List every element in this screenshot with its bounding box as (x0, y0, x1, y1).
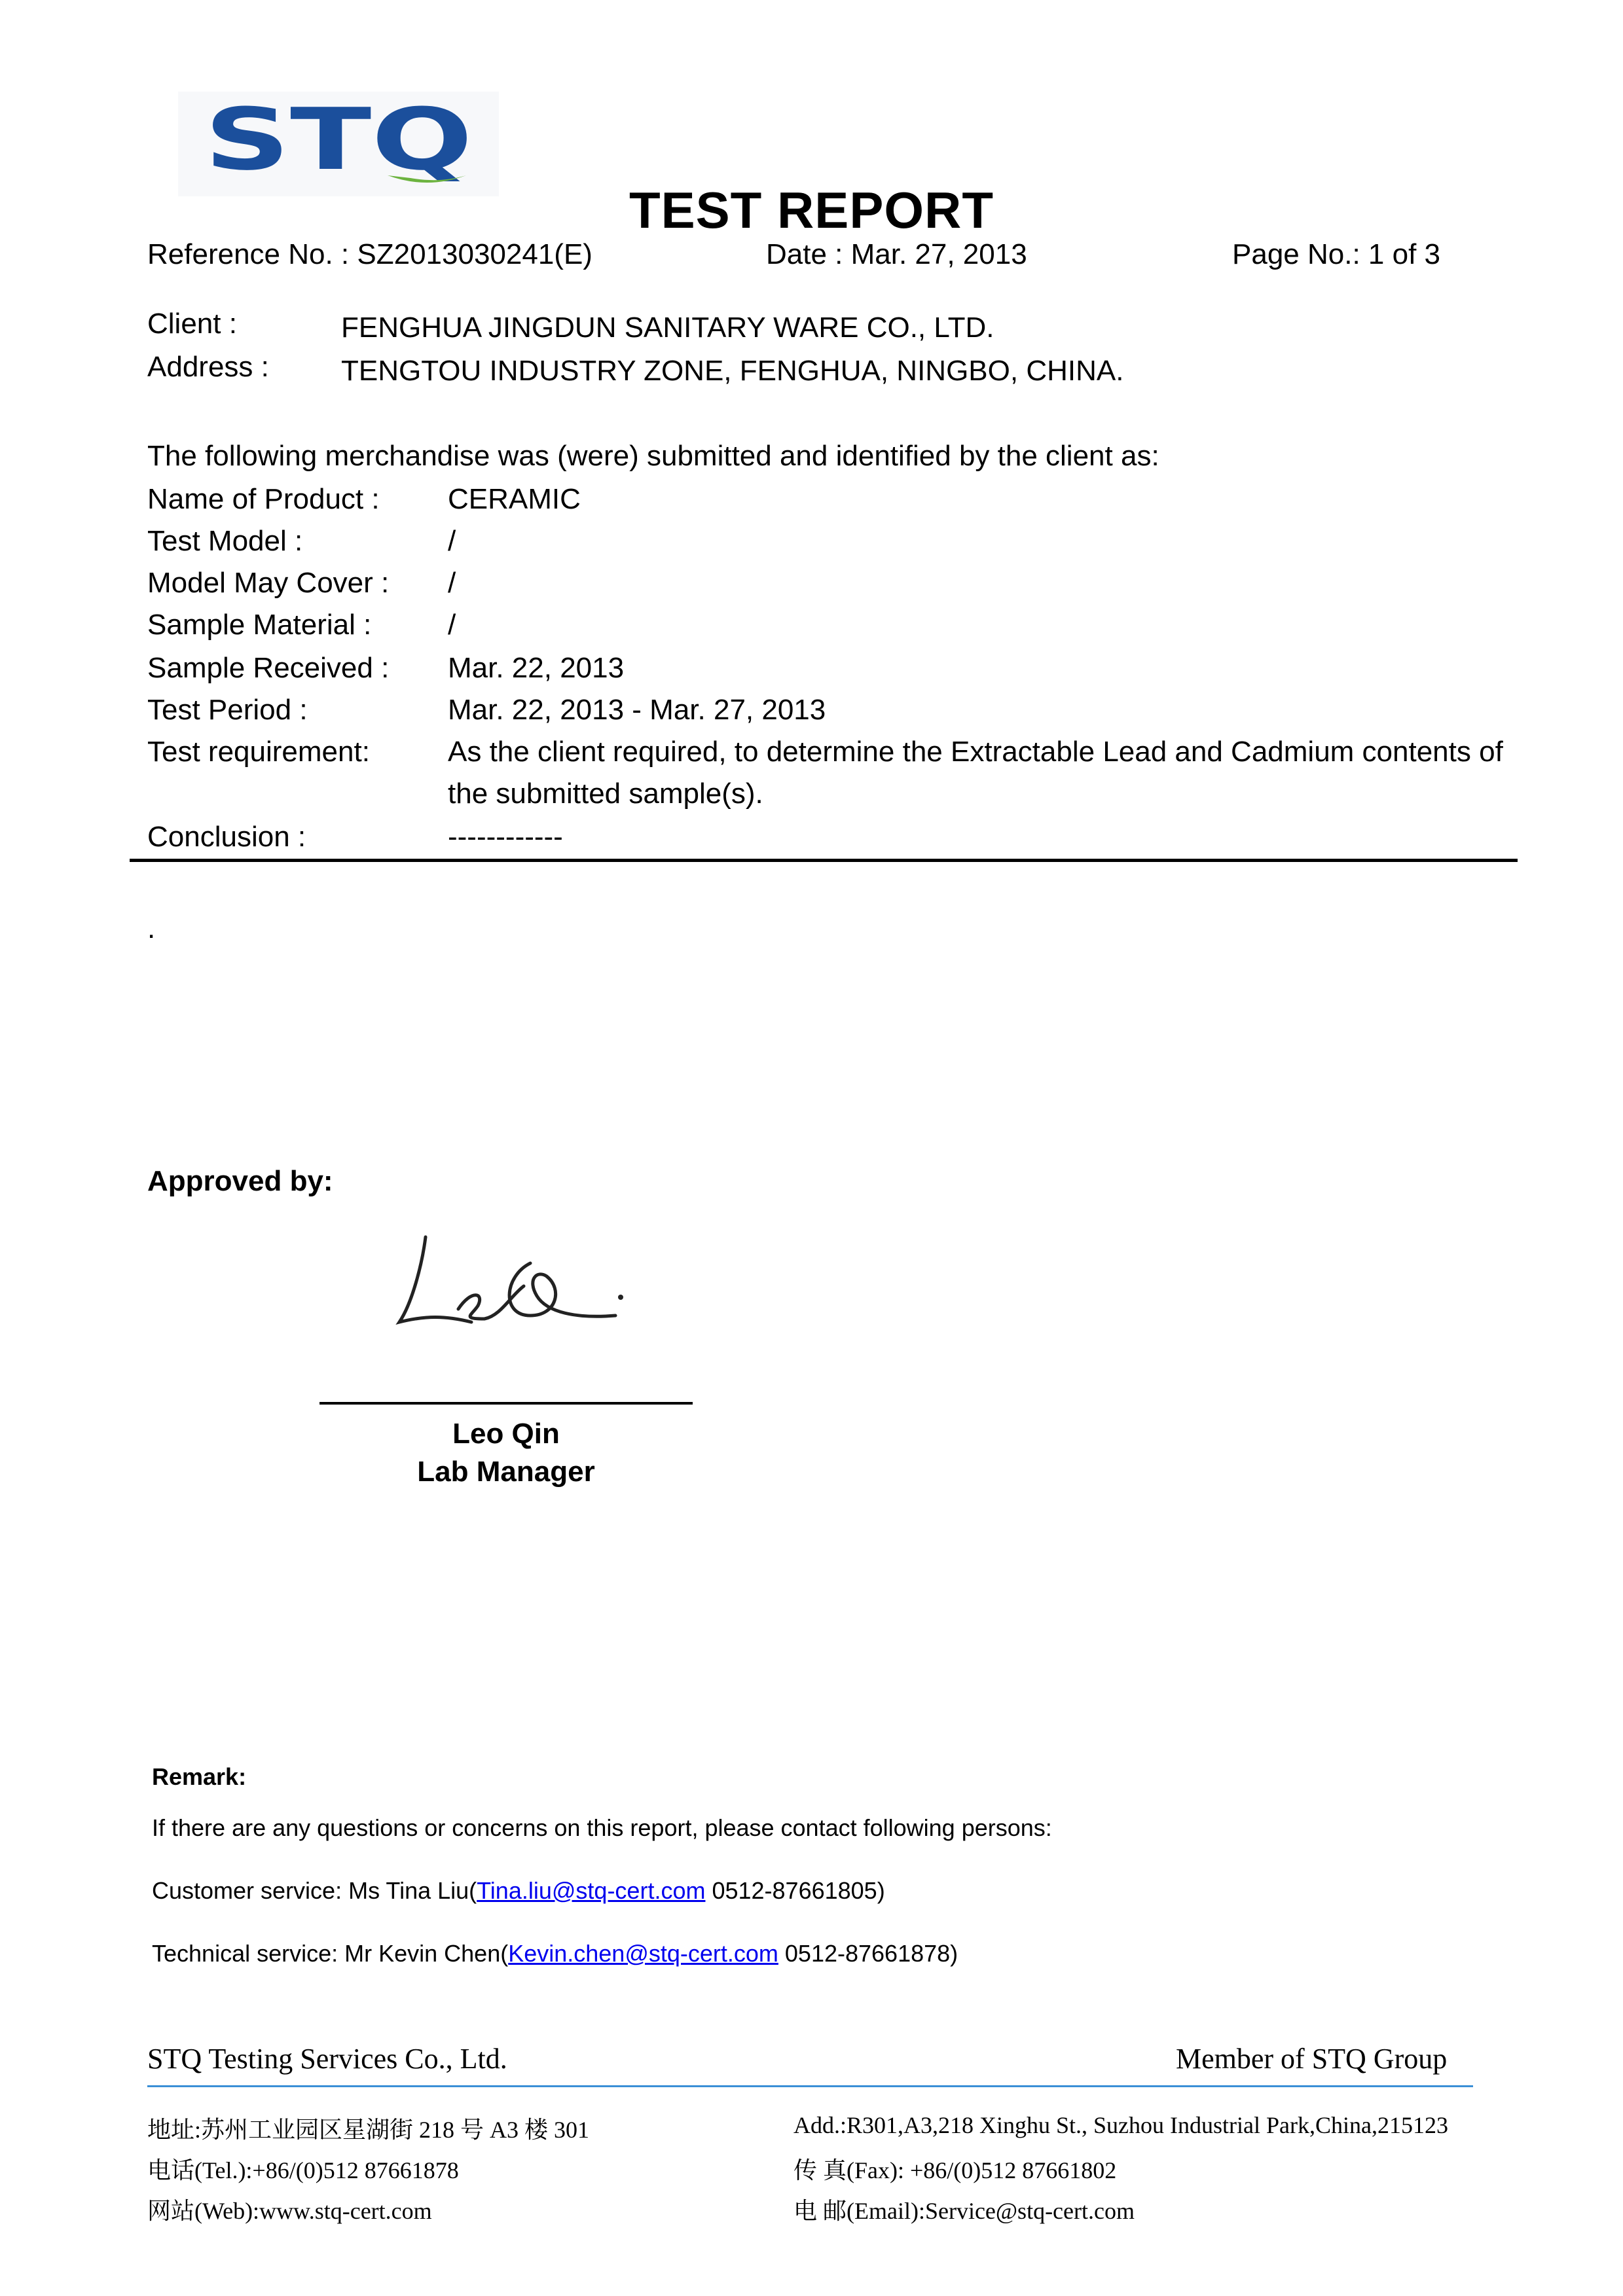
model-may-cover-label: Model May Cover : (147, 567, 390, 599)
test-requirement-label: Test requirement: (147, 736, 370, 768)
test-period-label: Test Period : (147, 694, 308, 726)
footer-divider (147, 2085, 1473, 2087)
address-label: Address : (147, 351, 269, 383)
report-date: Date : Mar. 27, 2013 (766, 238, 1027, 270)
remark-heading: Remark: (152, 1763, 247, 1790)
footer-en-address: Add.:R301,A3,218 Xinghu St., Suzhou Industrial Park,China,215123 (793, 2112, 1448, 2138)
technical-service-prefix: Technical service: Mr Kevin Chen( (152, 1940, 509, 1967)
footer-en-fax: 传 真(Fax): +86/(0)512 87661802 (793, 2157, 1117, 2183)
test-model-value: / (448, 525, 456, 557)
footer-cn-tel: 电话(Tel.):+86/(0)512 87661878 (147, 2157, 459, 2183)
test-period-value: Mar. 22, 2013 - Mar. 27, 2013 (448, 694, 826, 726)
client-label: Client : (147, 308, 237, 340)
footer-en-email: 电 邮(Email):Service@stq-cert.com (793, 2198, 1135, 2224)
address-value: TENGTOU INDUSTRY ZONE, FENGHUA, NINGBO, CHINA. (341, 355, 1124, 387)
customer-service-phone: 0512-87661805) (705, 1877, 885, 1904)
sample-received-value: Mar. 22, 2013 (448, 652, 625, 684)
stq-logo-text: STQ (204, 92, 473, 189)
product-name-value: CERAMIC (448, 483, 581, 515)
footer-cn-address: 地址:苏州工业园区星湖街 218 号 A3 楼 301 (147, 2117, 590, 2143)
sample-material-value: / (448, 609, 456, 641)
footer-company: STQ Testing Services Co., Ltd. (147, 2043, 507, 2075)
customer-service-prefix: Customer service: Ms Tina Liu( (152, 1877, 477, 1904)
remark-intro: If there are any questions or concerns on this report, please contact following persons: (152, 1814, 1052, 1841)
sample-received-label: Sample Received : (147, 652, 390, 684)
signer-title: Lab Manager (417, 1456, 595, 1488)
signature-drawing (386, 1224, 635, 1342)
conclusion-label: Conclusion : (147, 821, 306, 853)
signature-line (319, 1402, 693, 1405)
page-title: TEST REPORT (629, 181, 994, 239)
sample-material-label: Sample Material : (147, 609, 372, 641)
signer-name: Leo Qin (452, 1418, 560, 1450)
footer-cn-web: 网站(Web):www.stq-cert.com (147, 2198, 432, 2224)
approved-by-heading: Approved by: (147, 1165, 333, 1197)
technical-service-phone: 0512-87661878) (778, 1940, 958, 1967)
test-model-label: Test Model : (147, 525, 303, 557)
product-name-label: Name of Product : (147, 483, 380, 515)
merchandise-intro: The following merchandise was (were) submitted and identified by the client as: (147, 440, 1159, 472)
stray-dot: . (147, 912, 156, 944)
reference-number: Reference No. : SZ2013030241(E) (147, 238, 593, 270)
customer-service-line (152, 1877, 885, 1905)
signature (386, 1224, 635, 1342)
client-value: FENGHUA JINGDUN SANITARY WARE CO., LTD. (341, 312, 994, 344)
model-may-cover-value: / (448, 567, 456, 599)
test-requirement-value-continued: the submitted sample(s). (448, 778, 763, 810)
test-requirement-value: As the client required, to determine the Extractable Lead and Cadmium contents of (448, 736, 1503, 768)
technical-service-email-link[interactable]: Kevin.chen@stq-cert.com (508, 1940, 778, 1967)
technical-service-line (152, 1940, 958, 1967)
conclusion-value: ------------ (448, 821, 563, 853)
customer-service-email-link[interactable]: Tina.liu@stq-cert.com (477, 1877, 706, 1904)
section-divider (130, 859, 1518, 862)
footer-member: Member of STQ Group (1176, 2043, 1448, 2075)
page-number: Page No.: 1 of 3 (1232, 238, 1440, 270)
